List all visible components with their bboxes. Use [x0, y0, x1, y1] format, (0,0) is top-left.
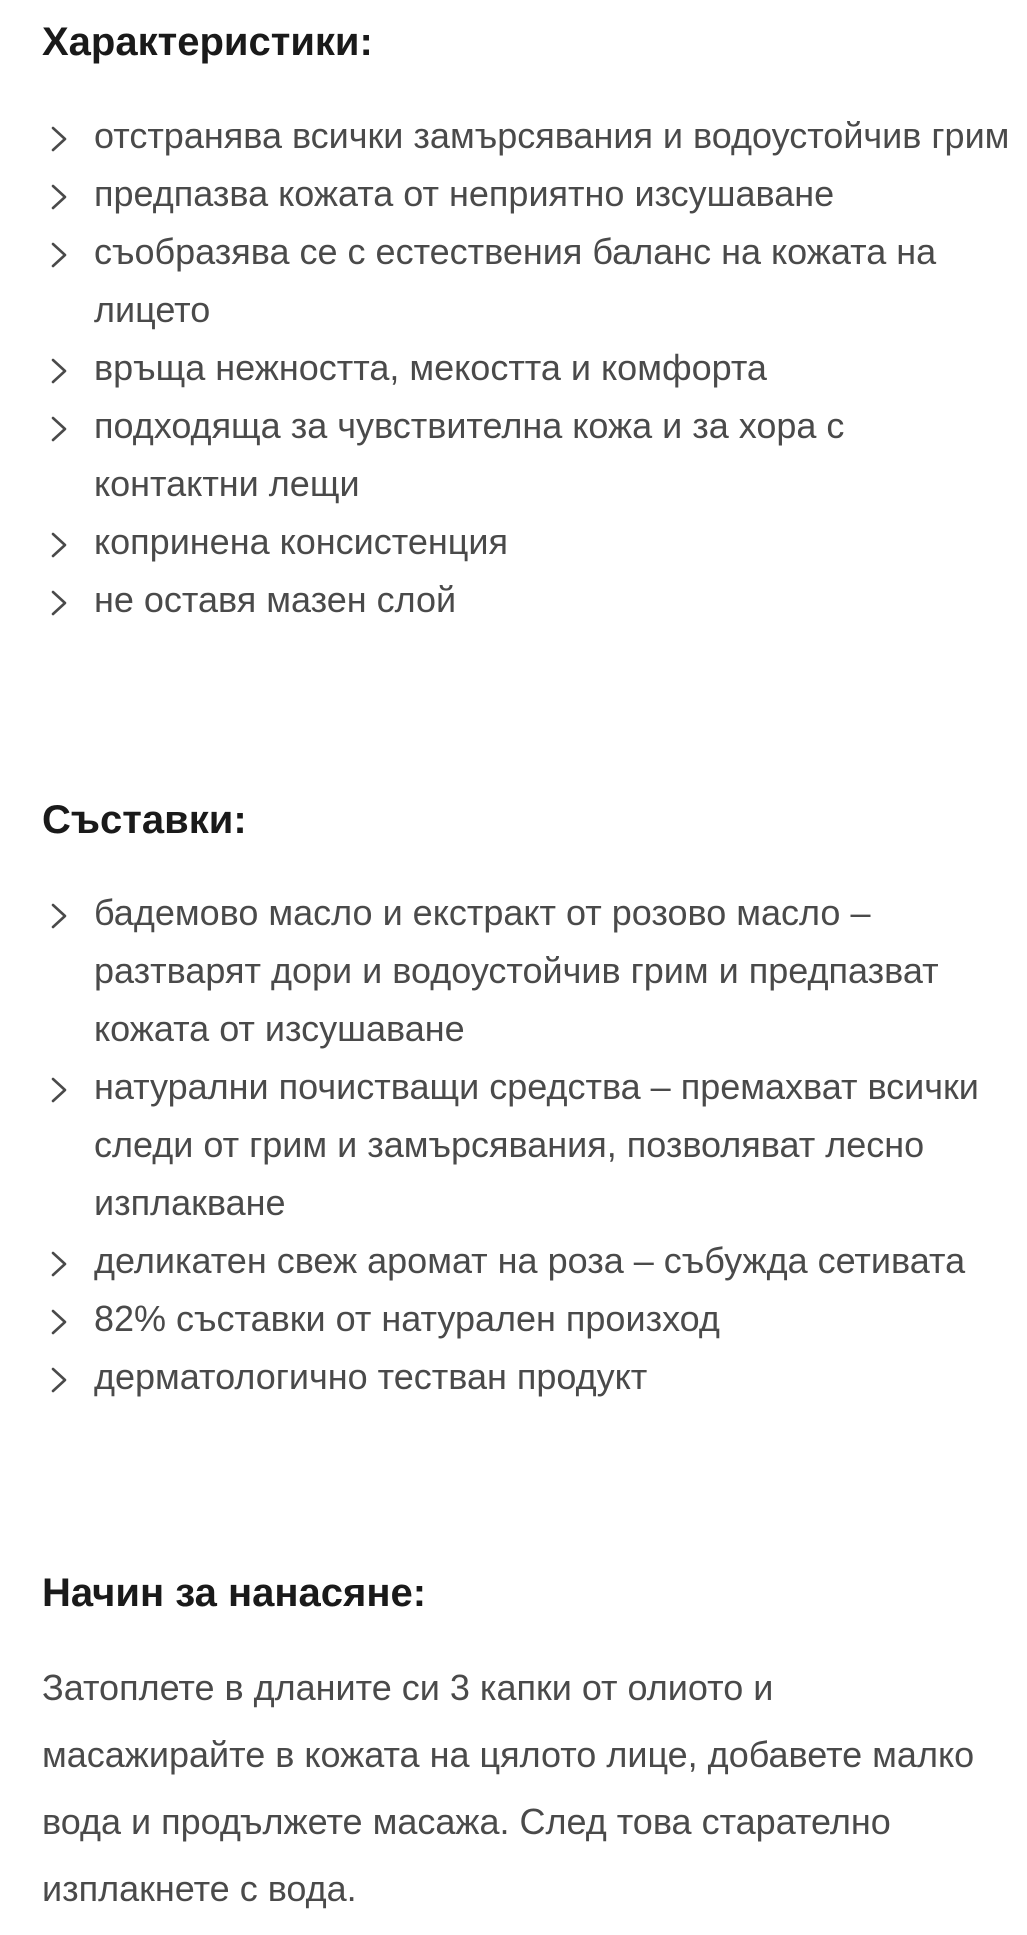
- list-item: [0, 884, 1027, 1058]
- list-item: [0, 339, 1027, 397]
- list-item-text: не оставя мазен слой: [94, 579, 457, 620]
- list-item: [0, 165, 1027, 223]
- chevron-right-icon: [50, 241, 68, 269]
- list-item: [0, 513, 1027, 571]
- list-item-text: връща нежността, мекостта и комфорта: [94, 347, 767, 388]
- list-item-text: копринена консистенция: [94, 521, 508, 562]
- list-item: [0, 1348, 1027, 1406]
- list-item-text: деликатен свеж аромат на роза – събужда сетивата: [94, 1240, 966, 1281]
- chevron-right-icon: [50, 183, 68, 211]
- list-item-text: 82% съставки от натурален произход: [94, 1298, 720, 1339]
- ingredients-heading: Съставки:: [42, 798, 247, 842]
- list-item-text: съобразява се с естествения баланс на кожата на лицето: [94, 231, 937, 330]
- chevron-right-icon: [50, 415, 68, 443]
- chevron-right-icon: [50, 357, 68, 385]
- list-item-text: натурални почистващи средства – премахват всички следи от грим и замърсявания, позволяват лесно изплакване: [94, 1066, 979, 1223]
- chevron-right-icon: [50, 531, 68, 559]
- list-item: [0, 571, 1027, 629]
- list-item-text: подходяща за чувствителна кожа и за хора с контактни лещи: [94, 405, 845, 504]
- chevron-right-icon: [50, 1250, 68, 1278]
- chevron-right-icon: [50, 589, 68, 617]
- chevron-right-icon: [50, 902, 68, 930]
- chevron-right-icon: [50, 125, 68, 153]
- list-item: [0, 223, 1027, 339]
- list-item: [0, 1058, 1027, 1232]
- list-item: [0, 1232, 1027, 1290]
- list-item-text: дерматологично тестван продукт: [94, 1356, 648, 1397]
- list-item-text: бадемово масло и екстракт от розово масло – разтварят дори и водоустойчив грим и предпазват кожата от изсушаване: [94, 892, 939, 1049]
- features-heading: Характеристики:: [42, 20, 373, 64]
- list-item: [0, 397, 1027, 513]
- list-item-text: предпазва кожата от неприятно изсушаване: [94, 173, 835, 214]
- application-text: Затоплете в дланите си 3 капки от олиото и масажирайте в кожата на цялото лице, добавете малко вода и продължете масажа. След това старателно изплакнете с вода.: [42, 1667, 975, 1909]
- list-item-text: отстранява всички замърсявания и водоустойчив грим: [94, 115, 1010, 156]
- features-list: [0, 107, 1027, 629]
- list-item: [0, 1290, 1027, 1348]
- ingredients-list: [0, 884, 1027, 1406]
- chevron-right-icon: [50, 1308, 68, 1336]
- chevron-right-icon: [50, 1076, 68, 1104]
- application-heading: Начин за нанасяне:: [42, 1571, 427, 1615]
- chevron-right-icon: [50, 1366, 68, 1394]
- list-item: [0, 107, 1027, 165]
